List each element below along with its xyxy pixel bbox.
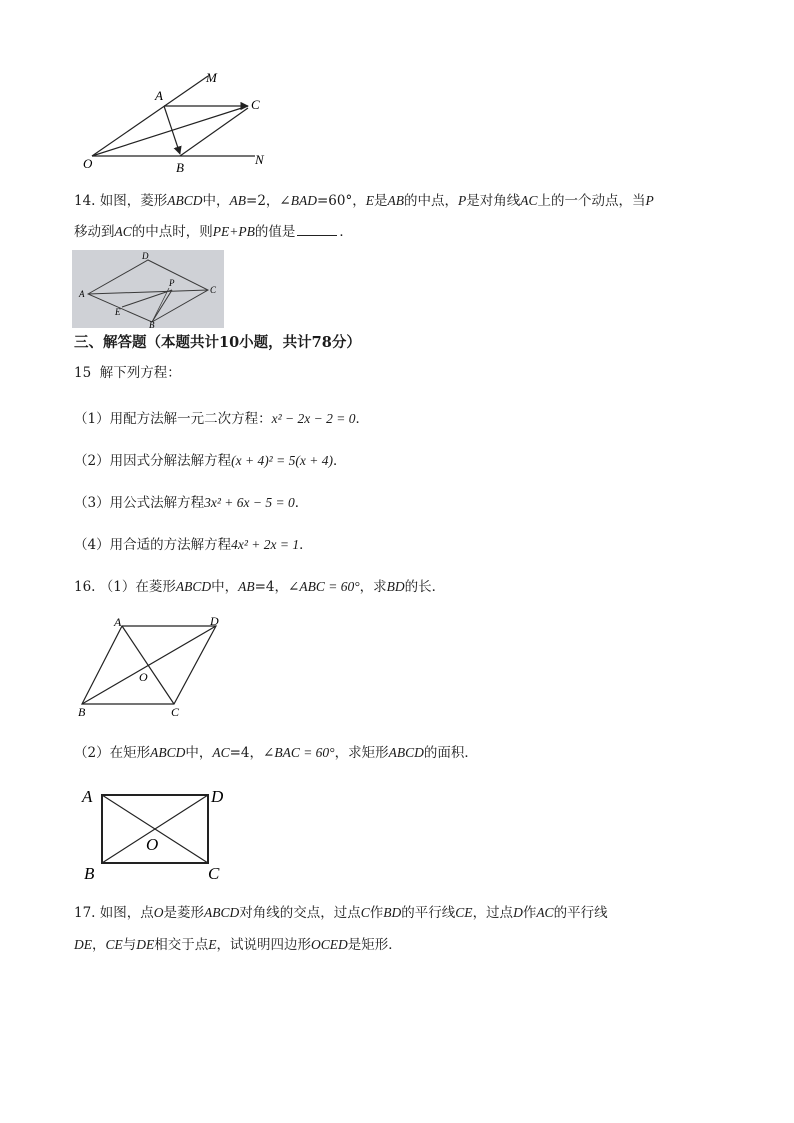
q16-part-1: 16. （1）在菱形ABCD中，AB=4，∠ABC = 60°，求BD的长． <box>74 579 446 595</box>
q15-intro: 15 解下列方程： <box>74 365 181 381</box>
label-d: D <box>210 614 219 628</box>
q15-part-4: （4）用合适的方法解方程4x² + 2x = 1． <box>74 537 313 553</box>
label-m: M <box>206 70 217 85</box>
q17-line-2: DE，CE与DE相交于点E，试说明四边形OCED是矩形． <box>74 937 402 953</box>
q14-line-2: 移动到AC的中点时，则PE+PB的值是 ． <box>74 224 353 240</box>
label-o: O <box>146 835 159 854</box>
q16-part-2: （2）在矩形ABCD中，AC=4，∠BAC = 60°，求矩形ABCD的面积． <box>74 745 478 761</box>
label-b: B <box>84 864 95 883</box>
label-c: C <box>171 705 180 719</box>
label-c: C <box>251 97 260 112</box>
label-o: O <box>139 670 148 684</box>
label-c: C <box>208 864 220 883</box>
label-a: A <box>82 787 93 806</box>
label-p: P <box>169 278 175 288</box>
label-d: D <box>211 787 224 806</box>
label-b: B <box>176 160 184 175</box>
label-b: B <box>78 705 86 719</box>
q15-part-1: （1）用配方法解一元二次方程：x² − 2x − 2 = 0． <box>74 411 369 427</box>
label-o: O <box>83 156 93 171</box>
label-e: E <box>115 307 121 317</box>
label-a: A <box>114 615 122 629</box>
label-a: A <box>79 289 85 299</box>
label-d: D <box>142 251 149 261</box>
label-a: A <box>155 88 163 103</box>
label-b: B <box>149 320 155 328</box>
q14-line-1: 14. 如图，菱形ABCD中，AB=2，∠BAD=60°，E是AB的中点，P是对角线AC上的一个动点，当P <box>74 193 654 209</box>
q14-figure <box>72 250 224 328</box>
q15-part-3: （3）用公式法解方程3x² + 6x − 5 = 0． <box>74 495 309 511</box>
q16-rectangle-figure <box>78 782 238 886</box>
label-n: N <box>255 152 264 167</box>
q15-part-2: （2）用因式分解法解方程(x + 4)² = 5(x + 4)． <box>74 453 347 469</box>
q13-figure <box>80 68 280 178</box>
segment-bc <box>180 108 248 156</box>
answer-blank <box>297 223 337 236</box>
q16-rhombus-figure <box>76 612 236 722</box>
segment-oc <box>92 106 248 156</box>
q17-line-1: 17. 如图，点O是菱形ABCD对角线的交点，过点C作BD的平行线CE，过点D作AC的平行线 <box>74 905 608 921</box>
label-c: C <box>210 285 217 295</box>
scan-background <box>72 250 224 328</box>
ray-om <box>92 76 208 156</box>
section-3-heading: 三、解答题（本题共计10小题，共计78分） <box>74 334 361 351</box>
